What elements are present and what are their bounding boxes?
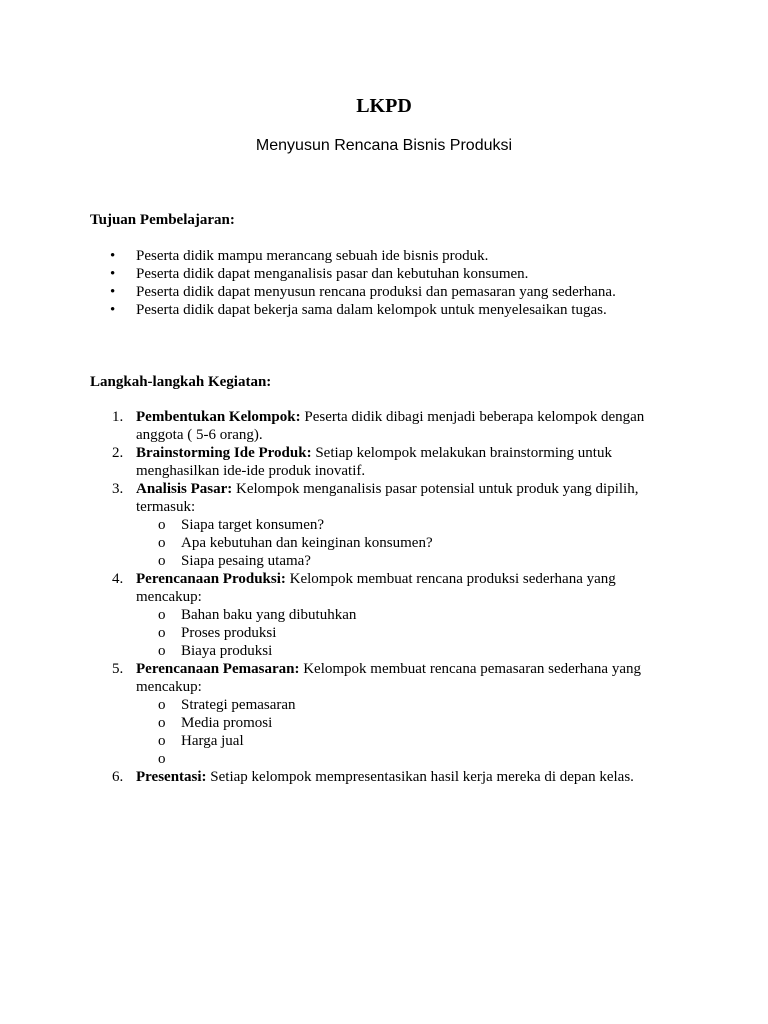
step-body	[136, 570, 680, 606]
page-subtitle: Menyusun Rencana Bisnis Produksi	[255, 137, 513, 154]
step-number: 5.	[112, 661, 124, 677]
goal-item	[90, 301, 690, 319]
sub-item-text: Strategi pemasaran	[181, 697, 296, 713]
sub-item-text: Harga jual	[181, 733, 244, 749]
step-sublist	[136, 606, 680, 660]
sub-item	[136, 750, 680, 768]
step-body	[136, 408, 680, 444]
bullet-marker: •	[110, 266, 116, 282]
step-text: Kelompok membuat rencana produksi sederhana yang mencakup:	[136, 571, 616, 605]
bullet-marker: •	[110, 302, 116, 318]
step-number: 2.	[112, 445, 124, 461]
step-label: Pembentukan Kelompok:	[136, 409, 301, 425]
sub-item	[136, 624, 680, 642]
goal-text: Peserta didik dapat menganalisis pasar dan kebutuhan konsumen.	[136, 266, 529, 282]
goal-text: Peserta didik dapat menyusun rencana produksi dan pemasaran yang sederhana.	[136, 284, 616, 300]
goal-text: Peserta didik mampu merancang sebuah ide bisnis produk.	[136, 248, 489, 264]
step-number: 1.	[112, 409, 124, 425]
sub-item-text: Media promosi	[181, 715, 273, 731]
step-text: Setiap kelompok melakukan brainstorming untuk menghasilkan ide-ide produk inovatif.	[136, 445, 612, 479]
step-text: Peserta didik dibagi menjadi beberapa kelompok dengan anggota ( 5-6 orang).	[136, 409, 645, 443]
sub-marker: o	[158, 535, 166, 551]
sub-item	[136, 732, 680, 750]
step-sublist	[136, 516, 680, 570]
step-label: Perencanaan Produksi:	[136, 571, 286, 587]
goal-item	[90, 265, 690, 283]
sub-item	[136, 516, 680, 534]
step-item	[90, 660, 680, 768]
sub-marker: o	[158, 643, 166, 659]
goals-heading: Tujuan Pembelajaran:	[90, 212, 235, 228]
sub-item	[136, 714, 680, 732]
bullet-marker: •	[110, 248, 116, 264]
sub-item	[136, 606, 680, 624]
step-item	[90, 570, 680, 660]
step-body	[136, 480, 680, 516]
goal-item	[90, 283, 690, 301]
step-text: Kelompok menganalisis pasar potensial untuk produk yang dipilih, termasuk:	[136, 481, 639, 515]
sub-marker: o	[158, 625, 166, 641]
sub-marker: o	[158, 715, 166, 731]
step-body	[136, 444, 680, 480]
step-item	[90, 444, 680, 480]
step-item	[90, 480, 680, 570]
step-label: Brainstorming Ide Produk:	[136, 445, 312, 461]
step-item	[90, 408, 680, 444]
step-body	[136, 768, 680, 786]
step-number: 4.	[112, 571, 124, 587]
step-label: Analisis Pasar:	[136, 481, 233, 497]
step-label: Presentasi:	[136, 769, 207, 785]
step-sublist	[136, 696, 680, 768]
step-text: Setiap kelompok mempresentasikan hasil kerja mereka di depan kelas.	[206, 769, 634, 785]
step-body	[136, 660, 680, 696]
step-number: 6.	[112, 769, 124, 785]
sub-item-text: Siapa pesaing utama?	[181, 553, 311, 569]
step-item	[90, 768, 680, 786]
sub-marker: o	[158, 733, 166, 749]
sub-marker: o	[158, 607, 166, 623]
sub-item	[136, 696, 680, 714]
goal-text: Peserta didik dapat bekerja sama dalam kelompok untuk menyelesaikan tugas.	[136, 302, 607, 318]
bullet-marker: •	[110, 284, 116, 300]
steps-list	[90, 408, 680, 786]
sub-item	[136, 642, 680, 660]
goal-item	[90, 247, 690, 265]
page-title: LKPD	[356, 95, 412, 117]
sub-marker: o	[158, 553, 166, 569]
sub-item-text: Siapa target konsumen?	[181, 517, 325, 533]
step-number: 3.	[112, 481, 124, 497]
sub-item-text: Proses produksi	[181, 625, 277, 641]
sub-item-text: Bahan baku yang dibutuhkan	[181, 607, 357, 623]
sub-item-text: Biaya produksi	[181, 643, 273, 659]
sub-marker: o	[158, 751, 166, 767]
sub-item	[136, 534, 680, 552]
step-text: Kelompok membuat rencana pemasaran sederhana yang mencakup:	[136, 661, 641, 695]
sub-item-text: Apa kebutuhan dan keinginan konsumen?	[181, 535, 433, 551]
sub-item	[136, 552, 680, 570]
goals-list	[90, 247, 690, 319]
step-label: Perencanaan Pemasaran:	[136, 661, 300, 677]
sub-marker: o	[158, 697, 166, 713]
steps-heading: Langkah-langkah Kegiatan:	[90, 374, 272, 390]
sub-marker: o	[158, 517, 166, 533]
